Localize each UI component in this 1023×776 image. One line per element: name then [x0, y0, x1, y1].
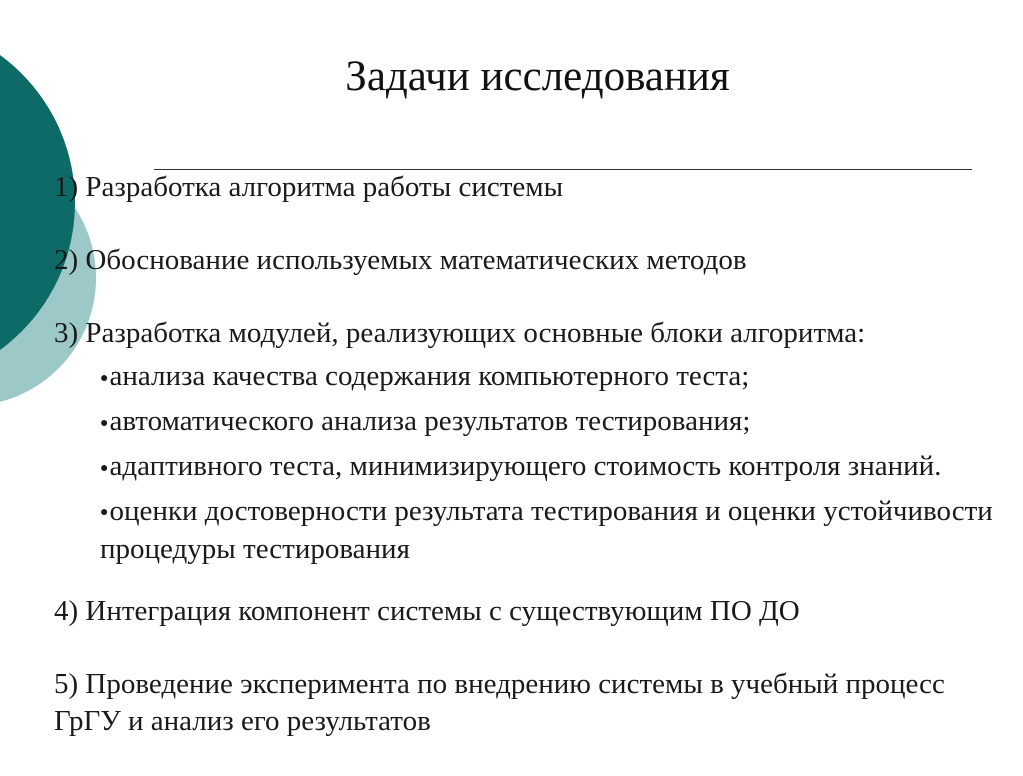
slide-content	[54, 169, 1004, 776]
sub-task-text: оценки достоверности результата тестирования и оценки устойчивости процедуры тестирования	[100, 494, 993, 566]
sub-task-text: автоматического анализа результатов тестирования;	[109, 404, 751, 437]
bullet-icon: ●	[100, 460, 109, 476]
sub-task-item	[100, 448, 1004, 487]
bullet-icon: ●	[100, 505, 109, 521]
slide-title: Задачи исследования	[345, 53, 730, 100]
sub-task-item	[100, 358, 1004, 397]
task-item-3: 3) Разработка модулей, реализующих основные блоки алгоритма:	[54, 317, 866, 349]
sub-task-item	[100, 493, 1004, 569]
sub-task-list	[54, 358, 1004, 568]
bullet-icon: ●	[100, 370, 109, 386]
bullet-icon: ●	[100, 415, 109, 431]
task-item-5: 5) Проведение эксперимента по внедрению системы в учебный процесс ГрГУ и анализ его результатов	[54, 668, 945, 738]
sub-task-text: анализа качества содержания компьютерного теста;	[109, 360, 750, 392]
task-item-4: 4) Интеграция компонент системы с существующим ПО ДО	[54, 595, 800, 628]
sub-task-item	[100, 403, 1004, 442]
task-item-1: 1) Разработка алгоритма работы системы	[54, 171, 564, 203]
task-item-2: 2) Обоснование используемых математических методов	[54, 244, 747, 276]
sub-task-text: адаптивного теста, минимизирующего стоимость контроля знаний.	[109, 449, 942, 482]
